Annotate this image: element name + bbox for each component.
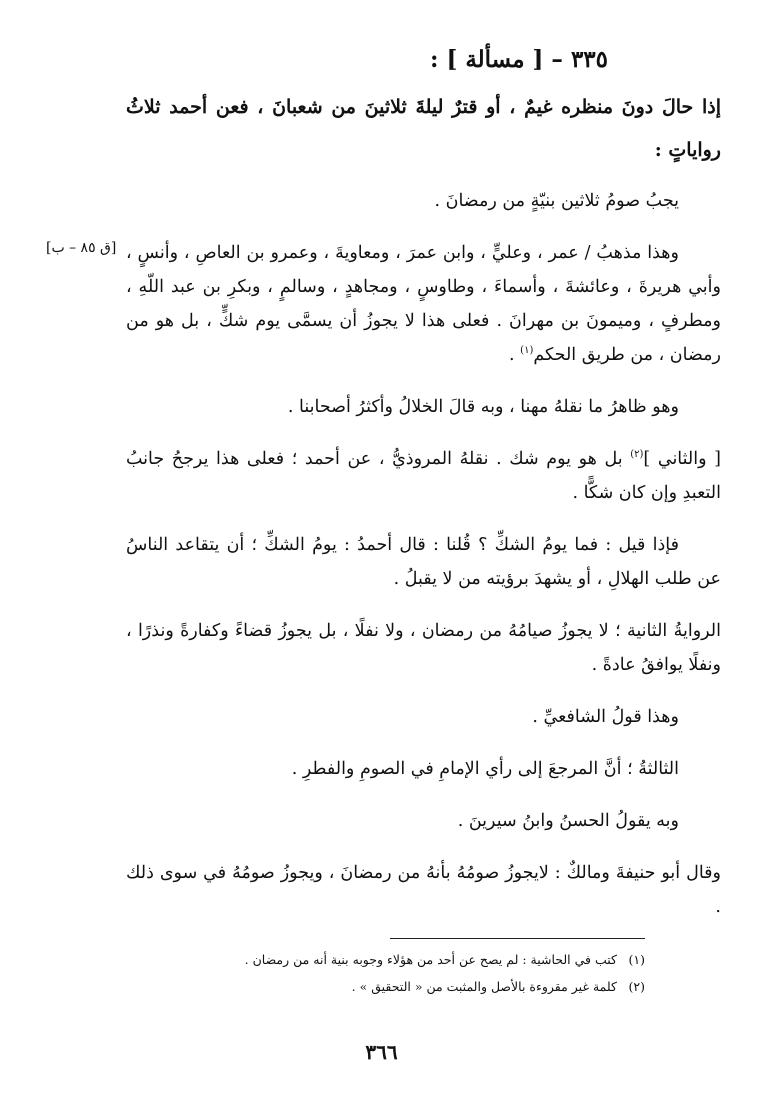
paragraph-1: يجبُ صومُ ثلاثين بنيّةٍ من رمضانَ . xyxy=(434,191,679,211)
paragraph-4-text: بل هو يوم شك . نقلهُ المروذيُّ ، عن أحمد ؛ فعلى هذا يرجحُ جانبُ التعبدِ وإن كان شكًّا . xyxy=(126,449,721,503)
paragraph-9: وبه يقولُ الحسنُ وابنُ سيرينَ . xyxy=(457,811,679,831)
paragraph-6: الروايةُ الثانية ؛ لا يجوزُ صيامُهُ من رمضان ، ولا نفلًا ، بل يجوزُ قضاءً وكفارةً ونذرًا ، ونفلًا يوافقُ عادةً . xyxy=(126,621,721,675)
paragraph-5: فإذا قيل : فما يومُ الشكِّ ؟ قُلنا : قال أحمدُ : يومُ الشكِّ ؛ أن يتقاعد الناسُ عن طلب الهلالِ ، أو يشهدَ برؤيته من لا يقبلُ . xyxy=(126,535,721,589)
paragraph-2-text: وهذا مذهبُ / عمر ، وعليٍّ ، وابن عمرَ ، ومعاويةَ ، وعمرو بن العاصِ ، وأنسٍ ، وأبي هريرةَ ، وعائشةَ ، وأسماءَ ، وطاوسٍ ، ومجاهدٍ ، وسالمٍ ، وبكرِ بن عبد اللّهِ ، ومطرفٍ ، وميمونَ بن مهرانَ . فعلى هذا لا يجوزُ أن يسمَّى يوم شكٍّ ، بل هو من رمضان ، من طريق الحكم xyxy=(126,243,721,365)
question-paragraph: إذا حالَ دونَ منظره غيمٌ ، أو قترٌ ليلةَ ثلاثينَ من شعبانَ ، فعن أحمد ثلاثُ رواياتٍ : xyxy=(126,96,721,161)
page-number: ٣٦٦ xyxy=(365,1040,398,1064)
footnote-ref-1: (١) xyxy=(520,345,534,357)
footnote-text: كتب في الحاشية : لم يصح عن أحد من هؤلاء وجوبه بنية أنه من رمضان . xyxy=(244,952,617,967)
footnotes xyxy=(85,946,645,1000)
footnote-number: (١) xyxy=(628,952,645,967)
footnote-ref-2: (٢) xyxy=(630,449,644,461)
footnote-2 xyxy=(85,973,645,1000)
paragraph-2-end: . xyxy=(509,345,521,365)
main-text xyxy=(126,86,721,942)
section-heading: ٣٣٥ – [ مسألة ] : xyxy=(429,46,608,73)
footnote-number: (٢) xyxy=(628,979,645,994)
paragraph-3: وهو ظاهرُ ما نقلهُ مهنا ، وبه قالَ الخلالُ وأكثرُ أصحابنا . xyxy=(287,397,679,417)
paragraph-4 xyxy=(126,442,721,510)
paragraph-7: وهذا قولُ الشافعيِّ . xyxy=(532,707,679,727)
paragraph-8: الثالثةُ ؛ أنَّ المرجعَ إلى رأي الإمامِ في الصومِ والفطرِ . xyxy=(291,759,679,779)
footnote-1 xyxy=(85,946,645,973)
footnote-divider xyxy=(390,938,645,939)
paragraph-10: وقال أبو حنيفةَ ومالكٌ : لايجوزُ صومُهُ بأنهُ من رمضانَ ، ويجوزُ صومُهُ في سوى ذلك . xyxy=(126,863,721,917)
manuscript-folio-reference: [ق ٨٥ – ب] xyxy=(46,240,117,256)
paragraph-4-start: [ والثاني ] xyxy=(643,449,721,469)
footnote-text: كلمة غير مقروءة بالأصل والمثبت من « التحقيق » . xyxy=(351,979,617,994)
paragraph-2 xyxy=(126,236,721,372)
